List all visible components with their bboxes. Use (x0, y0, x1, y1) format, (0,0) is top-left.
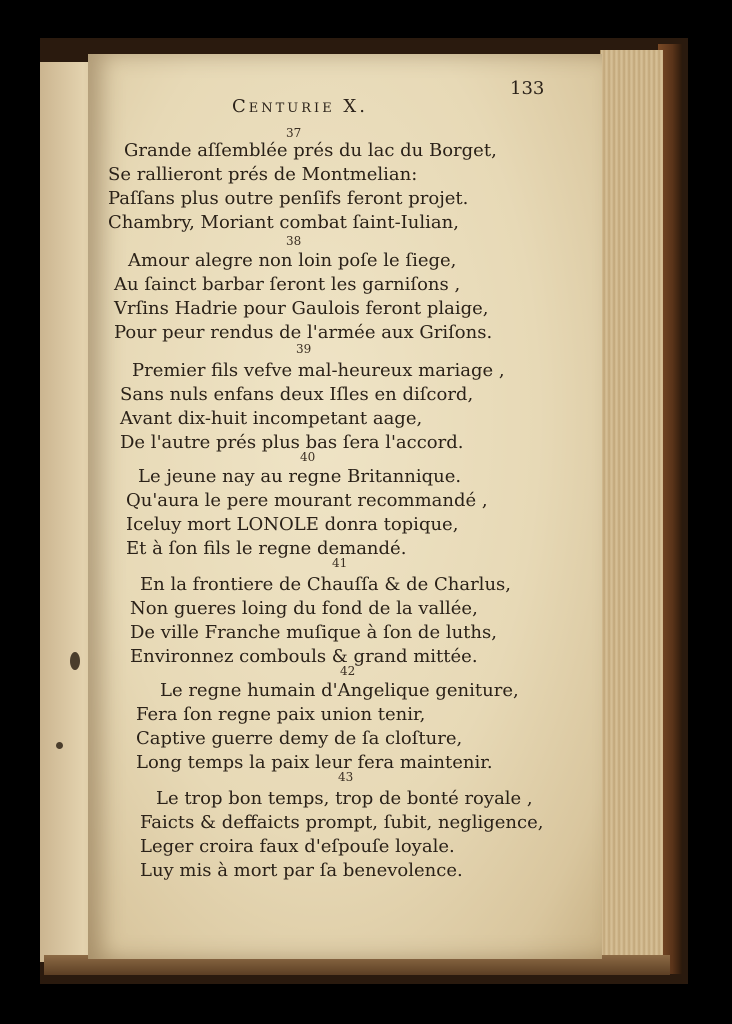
verse-line: Sans nuls enfans deux Iſles en diſcord, (120, 384, 474, 405)
verse-line: Leger croira faux d'eſpouſe loyale. (140, 836, 455, 857)
verse-line: Le regne humain d'Angelique geniture, (160, 680, 519, 701)
quatrain-number: 42 (340, 664, 356, 678)
quatrain-number: 43 (338, 770, 354, 784)
verse-line: De ville Franche muſique à ſon de luths, (130, 622, 497, 643)
verse-line: Chambry, Moriant combat ſaint-Iulian, (108, 212, 459, 233)
running-header: Centurie X. (232, 96, 368, 117)
verse-line: Iceluy mort LONOLE donra topique, (126, 514, 459, 535)
verse-line: Fera ſon regne paix union tenir, (136, 704, 426, 725)
verse-line: Le trop bon temps, trop de bonté royale , (156, 788, 533, 809)
verse-line: Avant dix-huit incompetant aage, (120, 408, 423, 429)
ink-spot (70, 652, 80, 670)
verse-line: Au ſainct barbar ſeront les garniſons , (114, 274, 461, 295)
verse-line: Paſſans plus outre penſifs feront projet. (108, 188, 469, 209)
verse-line: Grande aſſemblée prés du lac du Borget, (124, 140, 497, 161)
verse-line: Non gueres loing du fond de la vallée, (130, 598, 478, 619)
verse-line: Le jeune nay au regne Britannique. (138, 466, 462, 487)
quatrain-number: 40 (300, 450, 316, 464)
verse-line: Vrſins Hadrie pour Gaulois feront plaige, (114, 298, 489, 319)
quatrain-number: 39 (296, 342, 312, 356)
verse-line: Amour alegre non loin poſe le ſiege, (128, 250, 457, 271)
verse-line: En la frontiere de Chauſſa & de Charlus, (140, 574, 511, 595)
verse-line: Et à ſon fils le regne demandé. (126, 538, 407, 559)
page-edge (600, 50, 663, 960)
verse-line: Faicts & deffaicts prompt, ſubit, negligence, (140, 812, 544, 833)
verse-line: De l'autre prés plus bas ſera l'accord. (120, 432, 464, 453)
verse-line: Luy mis à mort par ſa benevolence. (140, 860, 463, 881)
verse-line: Environnez combouls & grand mittée. (130, 646, 478, 667)
quatrain-number: 37 (286, 126, 302, 140)
verse-line: Long temps la paix leur fera maintenir. (136, 752, 493, 773)
quatrain-number: 38 (286, 234, 302, 248)
quatrain-number: 41 (332, 556, 348, 570)
verse-line: Se rallieront prés de Montmelian: (108, 164, 418, 185)
page-number: 133 (510, 78, 545, 99)
verse-line: Qu'aura le pere mourant recommandé , (126, 490, 488, 511)
ink-spot (56, 742, 63, 749)
verse-line: Captive guerre demy de ſa cloſture, (136, 728, 463, 749)
verse-line: Premier fils vefve mal-heureux mariage , (132, 360, 505, 381)
verse-line: Pour peur rendus de l'armée aux Griſons. (114, 322, 493, 343)
